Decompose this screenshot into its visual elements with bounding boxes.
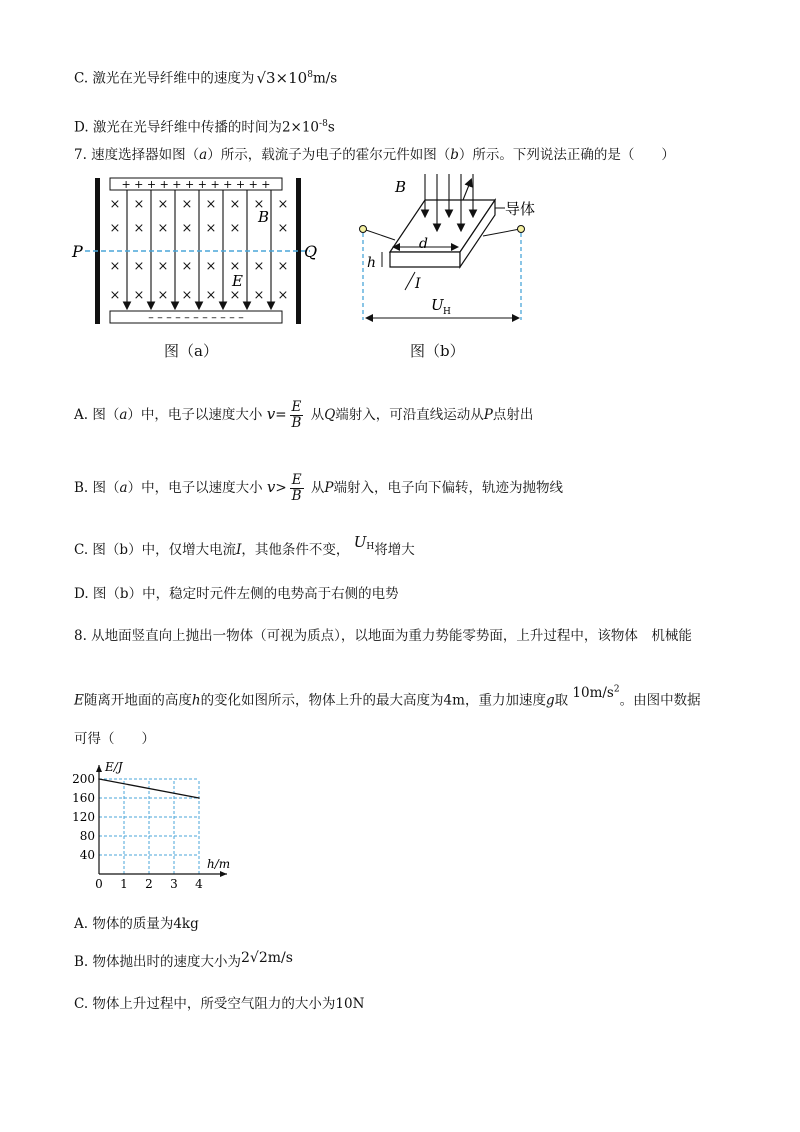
series-point: [198, 797, 200, 799]
q7-option-d: D. 图（b）中，稳定时元件左侧的电势高于右侧的电势: [74, 586, 399, 602]
svg-text:×: ×: [229, 288, 241, 303]
q8-stem-line3: 可得（ ）: [74, 731, 155, 747]
q8-stem-line1: 8. 从地面竖直向上抛出一物体（可视为质点），以地面为重力势能零势面，上升过程中，该物体 机械能: [74, 628, 692, 644]
x-tick-label: 3: [170, 877, 178, 891]
svg-text:×: ×: [229, 197, 241, 212]
q7-option-a: A. 图（a）中，电子以速度大小 v= $\frac{E}{B}$ 从Q端射入，可沿直线运动从P点射出: [74, 399, 534, 431]
q7-stem: 7. 速度选择器如图（a）所示，载流子为电子的霍尔元件如图（b）所示。下列说法正确的是（ ）: [74, 147, 675, 163]
svg-text:×: ×: [253, 197, 265, 212]
q6-option-c-math: √3×10: [256, 68, 308, 87]
svg-text:×: ×: [205, 259, 217, 274]
x-axis-label: h/m: [207, 857, 231, 871]
plus-charges: + + + + + + + + + + + +: [121, 178, 271, 191]
label-I: I: [415, 276, 421, 292]
svg-text:×: ×: [229, 259, 241, 274]
y-tick-label: 200: [72, 772, 95, 786]
label-d: d: [419, 236, 428, 252]
label-UH: U: [431, 296, 444, 314]
svg-text:×: ×: [277, 221, 289, 236]
q8-option-c: C. 物体上升过程中，所受空气阻力的大小为10N: [74, 996, 365, 1012]
x-axis-arrow: [220, 871, 227, 877]
figure-a-caption: 图（a）: [164, 342, 218, 360]
svg-text:×: ×: [277, 259, 289, 274]
svg-text:×: ×: [133, 259, 145, 274]
y-axis-label: E/J: [105, 760, 123, 774]
svg-text:×: ×: [229, 221, 241, 236]
y-tick-label: 40: [79, 848, 95, 862]
figure-b-hall-element: [355, 172, 555, 332]
svg-text:×: ×: [133, 197, 145, 212]
q6-option-d: D. 激光在光导纤维中传播的时间为$2\times 10^{-8}s$: [74, 119, 335, 136]
x-tick-label: 2: [145, 877, 153, 891]
svg-text:×: ×: [157, 221, 169, 236]
svg-text:×: ×: [133, 221, 145, 236]
svg-text:×: ×: [109, 259, 121, 274]
q8-option-b: B. 物体抛出时的速度大小为2√2m/s: [74, 950, 293, 970]
svg-text:×: ×: [109, 197, 121, 212]
label-B-b: B: [395, 178, 407, 196]
svg-text:×: ×: [277, 288, 289, 303]
svg-text:×: ×: [181, 288, 193, 303]
label-UH-sub: H: [443, 307, 451, 317]
x-tick-label: 1: [120, 877, 128, 891]
x-tick-label: 0: [95, 877, 103, 891]
figure-b-caption: 图（b）: [410, 342, 465, 360]
svg-text:×: ×: [109, 288, 121, 303]
q7-option-b: B. 图（a）中，电子以速度大小 v> $\frac{E}{B}$ 从P端射入，电子向下偏转，轨迹为抛物线: [74, 472, 563, 504]
label-Q: Q: [304, 242, 318, 261]
q8-stem-line2: E随离开地面的高度h的变化如图所示，物体上升的最大高度为4m，重力加速度g取 $10m/s^2$。由图中数据: [74, 684, 701, 709]
svg-text:×: ×: [157, 288, 169, 303]
minus-charges: – – – – – – – – – – –: [148, 311, 244, 324]
label-h: h: [367, 255, 377, 271]
svg-text:×: ×: [157, 197, 169, 212]
label-conductor: 导体: [505, 200, 536, 218]
svg-text:×: ×: [133, 288, 145, 303]
q6-option-c: C. 激光在光导纤维中的速度为 $√3\times 10^8m/s$: [74, 68, 338, 87]
svg-text:×: ×: [253, 288, 265, 303]
y-tick-label: 120: [72, 810, 95, 824]
q7-option-c: C. 图（b）中，仅增大电流I，其他条件不变， $U^H$将增大: [74, 533, 415, 558]
x-tick-label: 4: [195, 877, 203, 891]
svg-text:×: ×: [205, 221, 217, 236]
svg-text:×: ×: [181, 197, 193, 212]
energy-height-chart: [66, 758, 246, 893]
svg-text:×: ×: [157, 259, 169, 274]
label-E: E: [232, 272, 243, 290]
q8-option-a: A. 物体的质量为4kg: [74, 916, 199, 932]
svg-text:×: ×: [277, 197, 289, 212]
y-tick-label: 80: [79, 829, 95, 843]
svg-text:×: ×: [109, 221, 121, 236]
label-B: B: [258, 208, 270, 226]
y-axis-arrow: [96, 765, 102, 772]
figure-a-velocity-selector: [70, 172, 330, 332]
svg-text:×: ×: [181, 259, 193, 274]
svg-text:×: ×: [253, 259, 265, 274]
series-point: [98, 778, 100, 780]
svg-text:×: ×: [205, 288, 217, 303]
y-tick-label: 160: [72, 791, 95, 805]
label-P: P: [72, 242, 83, 261]
svg-text:×: ×: [205, 197, 217, 212]
svg-text:×: ×: [181, 221, 193, 236]
